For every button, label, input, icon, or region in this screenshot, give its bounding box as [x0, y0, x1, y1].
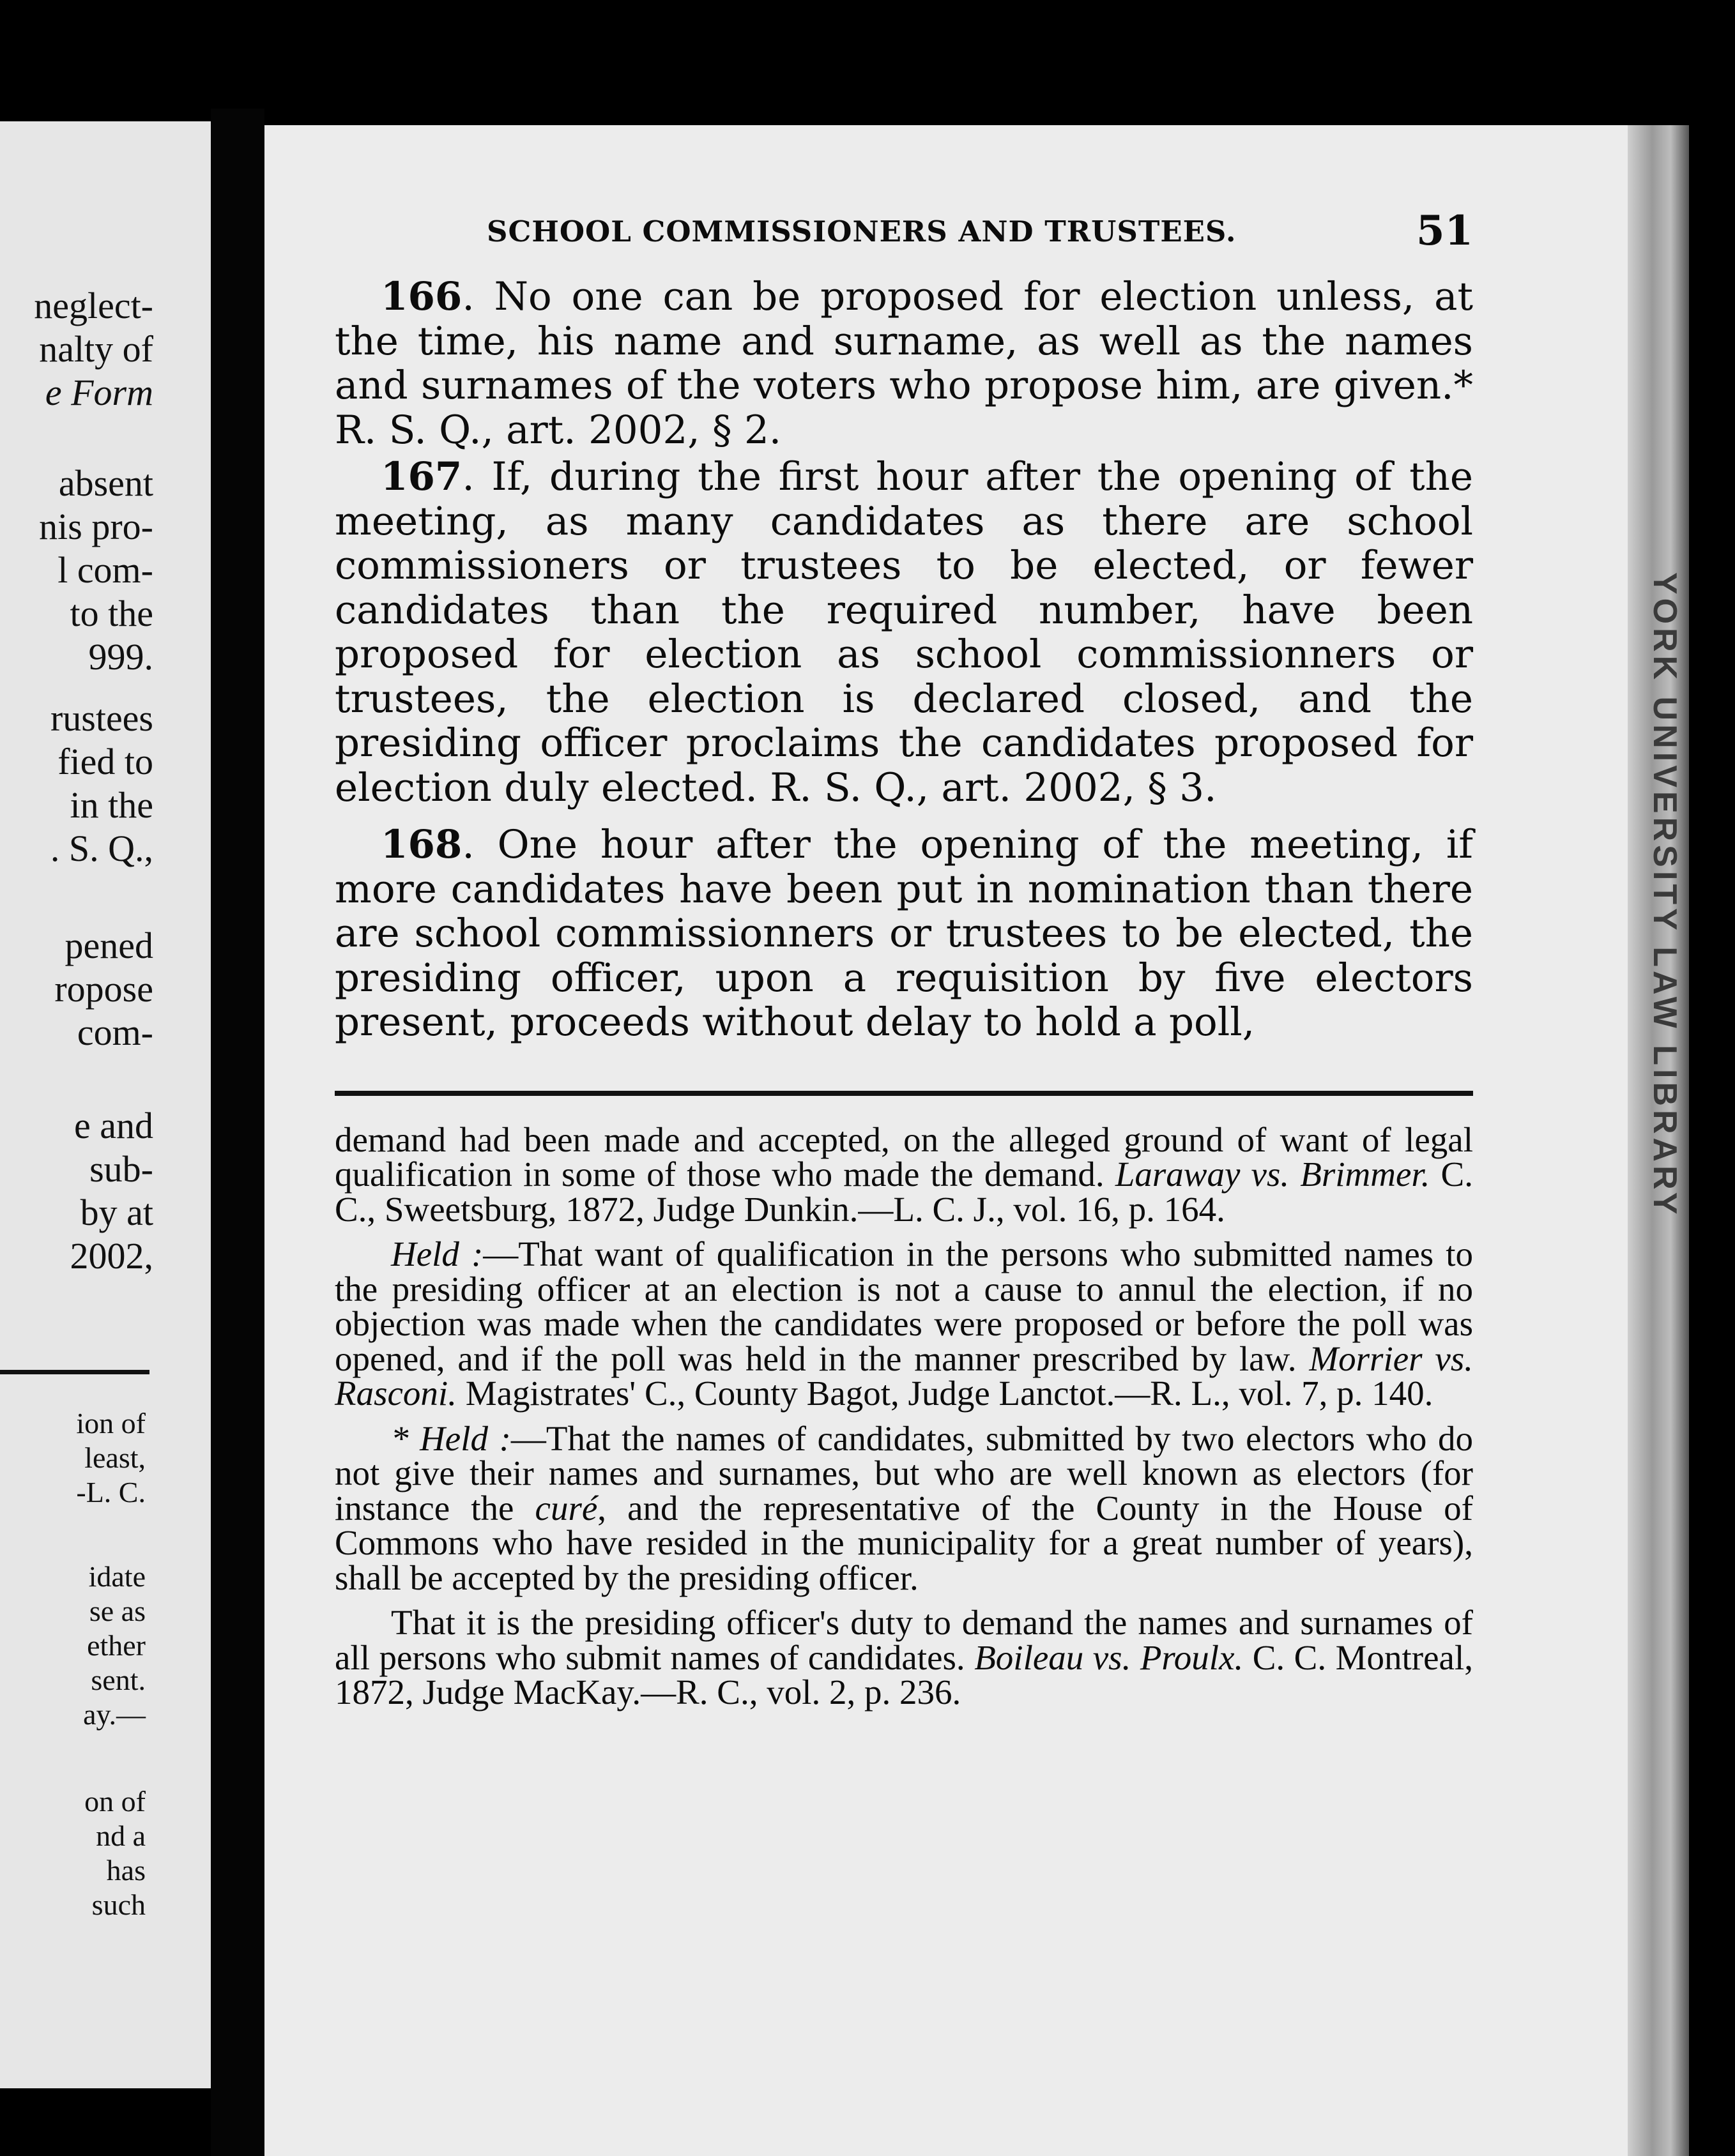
footnote-continued	[335, 1120, 1473, 1229]
left-fragment: ether	[87, 1629, 146, 1662]
left-fragment: e and	[74, 1105, 153, 1146]
library-stamp: YORK UNIVERSITY LAW LIBRARY	[1646, 572, 1683, 1218]
case-citation: Laraway vs. Brimmer.	[1115, 1155, 1430, 1194]
page-content	[335, 207, 1473, 1712]
left-fragment: absent	[58, 462, 153, 504]
book-gutter	[211, 109, 264, 2156]
left-fragment: rustees	[50, 697, 153, 739]
left-fragment: on of	[84, 1785, 146, 1818]
left-fragment: least,	[84, 1441, 146, 1474]
article-166	[335, 275, 1473, 452]
case-citation: Boileau vs. Proulx.	[974, 1637, 1244, 1677]
left-fragment: neglect-	[34, 285, 153, 326]
running-head-title: SCHOOL COMMISSIONERS AND TRUSTEES.	[487, 215, 1237, 248]
page-edge-stamp	[1628, 125, 1689, 2156]
page-number: 51	[1416, 207, 1473, 255]
footnote-text: C. C. Montreal, 1872, Judge MacKay.—R. C., vol. 2, p. 236.	[335, 1637, 1473, 1712]
article-167	[335, 455, 1473, 810]
left-fragment: nd a	[96, 1819, 146, 1852]
article-number: 166	[381, 274, 462, 319]
case-citation: Morrier vs. Rasconi.	[335, 1339, 1473, 1413]
held-label: * Held :	[391, 1418, 511, 1458]
left-fragment: sent.	[91, 1664, 146, 1696]
footnote-separator-rule	[335, 1091, 1473, 1096]
left-fragment: fied to	[57, 741, 153, 782]
left-fragment: 999.	[88, 636, 153, 678]
left-fragment: such	[91, 1888, 146, 1921]
left-fragment: to the	[70, 593, 153, 634]
footnote-text: , and the representative of the County in the House of Commons who have resided in the municipality for a great number of years), shall be accepted by the presiding officer.	[335, 1488, 1473, 1597]
left-fragment: pened	[65, 925, 153, 966]
article-168	[335, 823, 1473, 1045]
article-text: . If, during the first hour after the opening of the meeting, as many candidates as there are school commissioners or trustees to be elected, or fewer candidates than the required number, have been proposed for election as school commissionners or trustees, the election is declared closed, and the presiding officer proclaims the candidates proposed for election duly elected. R. S. Q., art. 2002, § 3.	[335, 454, 1473, 810]
left-fragment: sub-	[89, 1148, 153, 1190]
left-footnote-rule	[0, 1370, 149, 1374]
footnote-text: C. C., Sweetsburg, 1872, Judge Dunkin.—L. C. J., vol. 16, p. 164.	[335, 1155, 1473, 1229]
footnote-text: —That the names of candidates, submitted by two electors who do not give their names and surnames, but who are well known as electors (for instance the	[335, 1418, 1473, 1528]
left-fragment: idate	[88, 1560, 146, 1593]
previous-page-fragment	[0, 121, 211, 2088]
left-fragment: 2002,	[70, 1235, 153, 1277]
left-fragment: nis pro-	[39, 506, 153, 547]
footnote-held	[335, 1234, 1473, 1413]
left-fragment: -L. C.	[76, 1476, 146, 1508]
left-fragment: com-	[77, 1012, 153, 1053]
article-text: . One hour after the opening of the meeting, if more candidates have been put in nomination than there are school commissionners or trustees to be elected, the presiding officer, upon a requisition by five electors present, proceeds without delay to hold a poll,	[335, 822, 1473, 1045]
article-text: . No one can be proposed for election unless, at the time, his name and surname, as well as the names and surnames of the voters who propose him, are given.* R. S. Q., art. 2002, § 2.	[335, 274, 1473, 453]
left-fragment: ay.—	[83, 1698, 146, 1731]
article-number: 167	[381, 454, 462, 499]
left-fragment: se as	[89, 1595, 146, 1627]
footnote-text: Magistrates' C., County Bagot, Judge Lanctot.—R. L., vol. 7, p. 140.	[456, 1374, 1433, 1413]
footnote-duty	[335, 1603, 1473, 1712]
footnote-text: demand had been made and accepted, on the alleged ground of want of legal qualification in some of those who made the demand.	[335, 1120, 1473, 1194]
footnote-star-held	[335, 1418, 1473, 1597]
held-label: Held :	[391, 1234, 484, 1273]
footnote-text: That it is the presiding officer's duty to demand the names and surnames of all persons who submit names of candidates.	[335, 1603, 1473, 1677]
article-number: 168	[381, 822, 462, 867]
left-fragment: ropose	[54, 968, 153, 1010]
footnote-text: —That want of qualification in the persons who submitted names to the presiding officer at an election is not a cause to annul the election, if no objection was made when the candidates were proposed or before the poll was opened, and if the poll was held in the manner prescribed by law.	[335, 1234, 1473, 1378]
left-fragment: l com-	[57, 549, 153, 591]
left-fragment: e Form	[45, 372, 153, 413]
left-fragment: by at	[80, 1192, 153, 1233]
left-fragment: in the	[70, 784, 153, 826]
left-fragment: ion of	[76, 1407, 146, 1439]
book-page	[264, 125, 1628, 2156]
left-fragment: . S. Q.,	[50, 828, 153, 869]
italic-term: curé	[535, 1488, 598, 1528]
left-fragment: has	[106, 1854, 146, 1886]
running-head	[335, 207, 1473, 263]
left-fragment: nalty of	[39, 328, 153, 370]
